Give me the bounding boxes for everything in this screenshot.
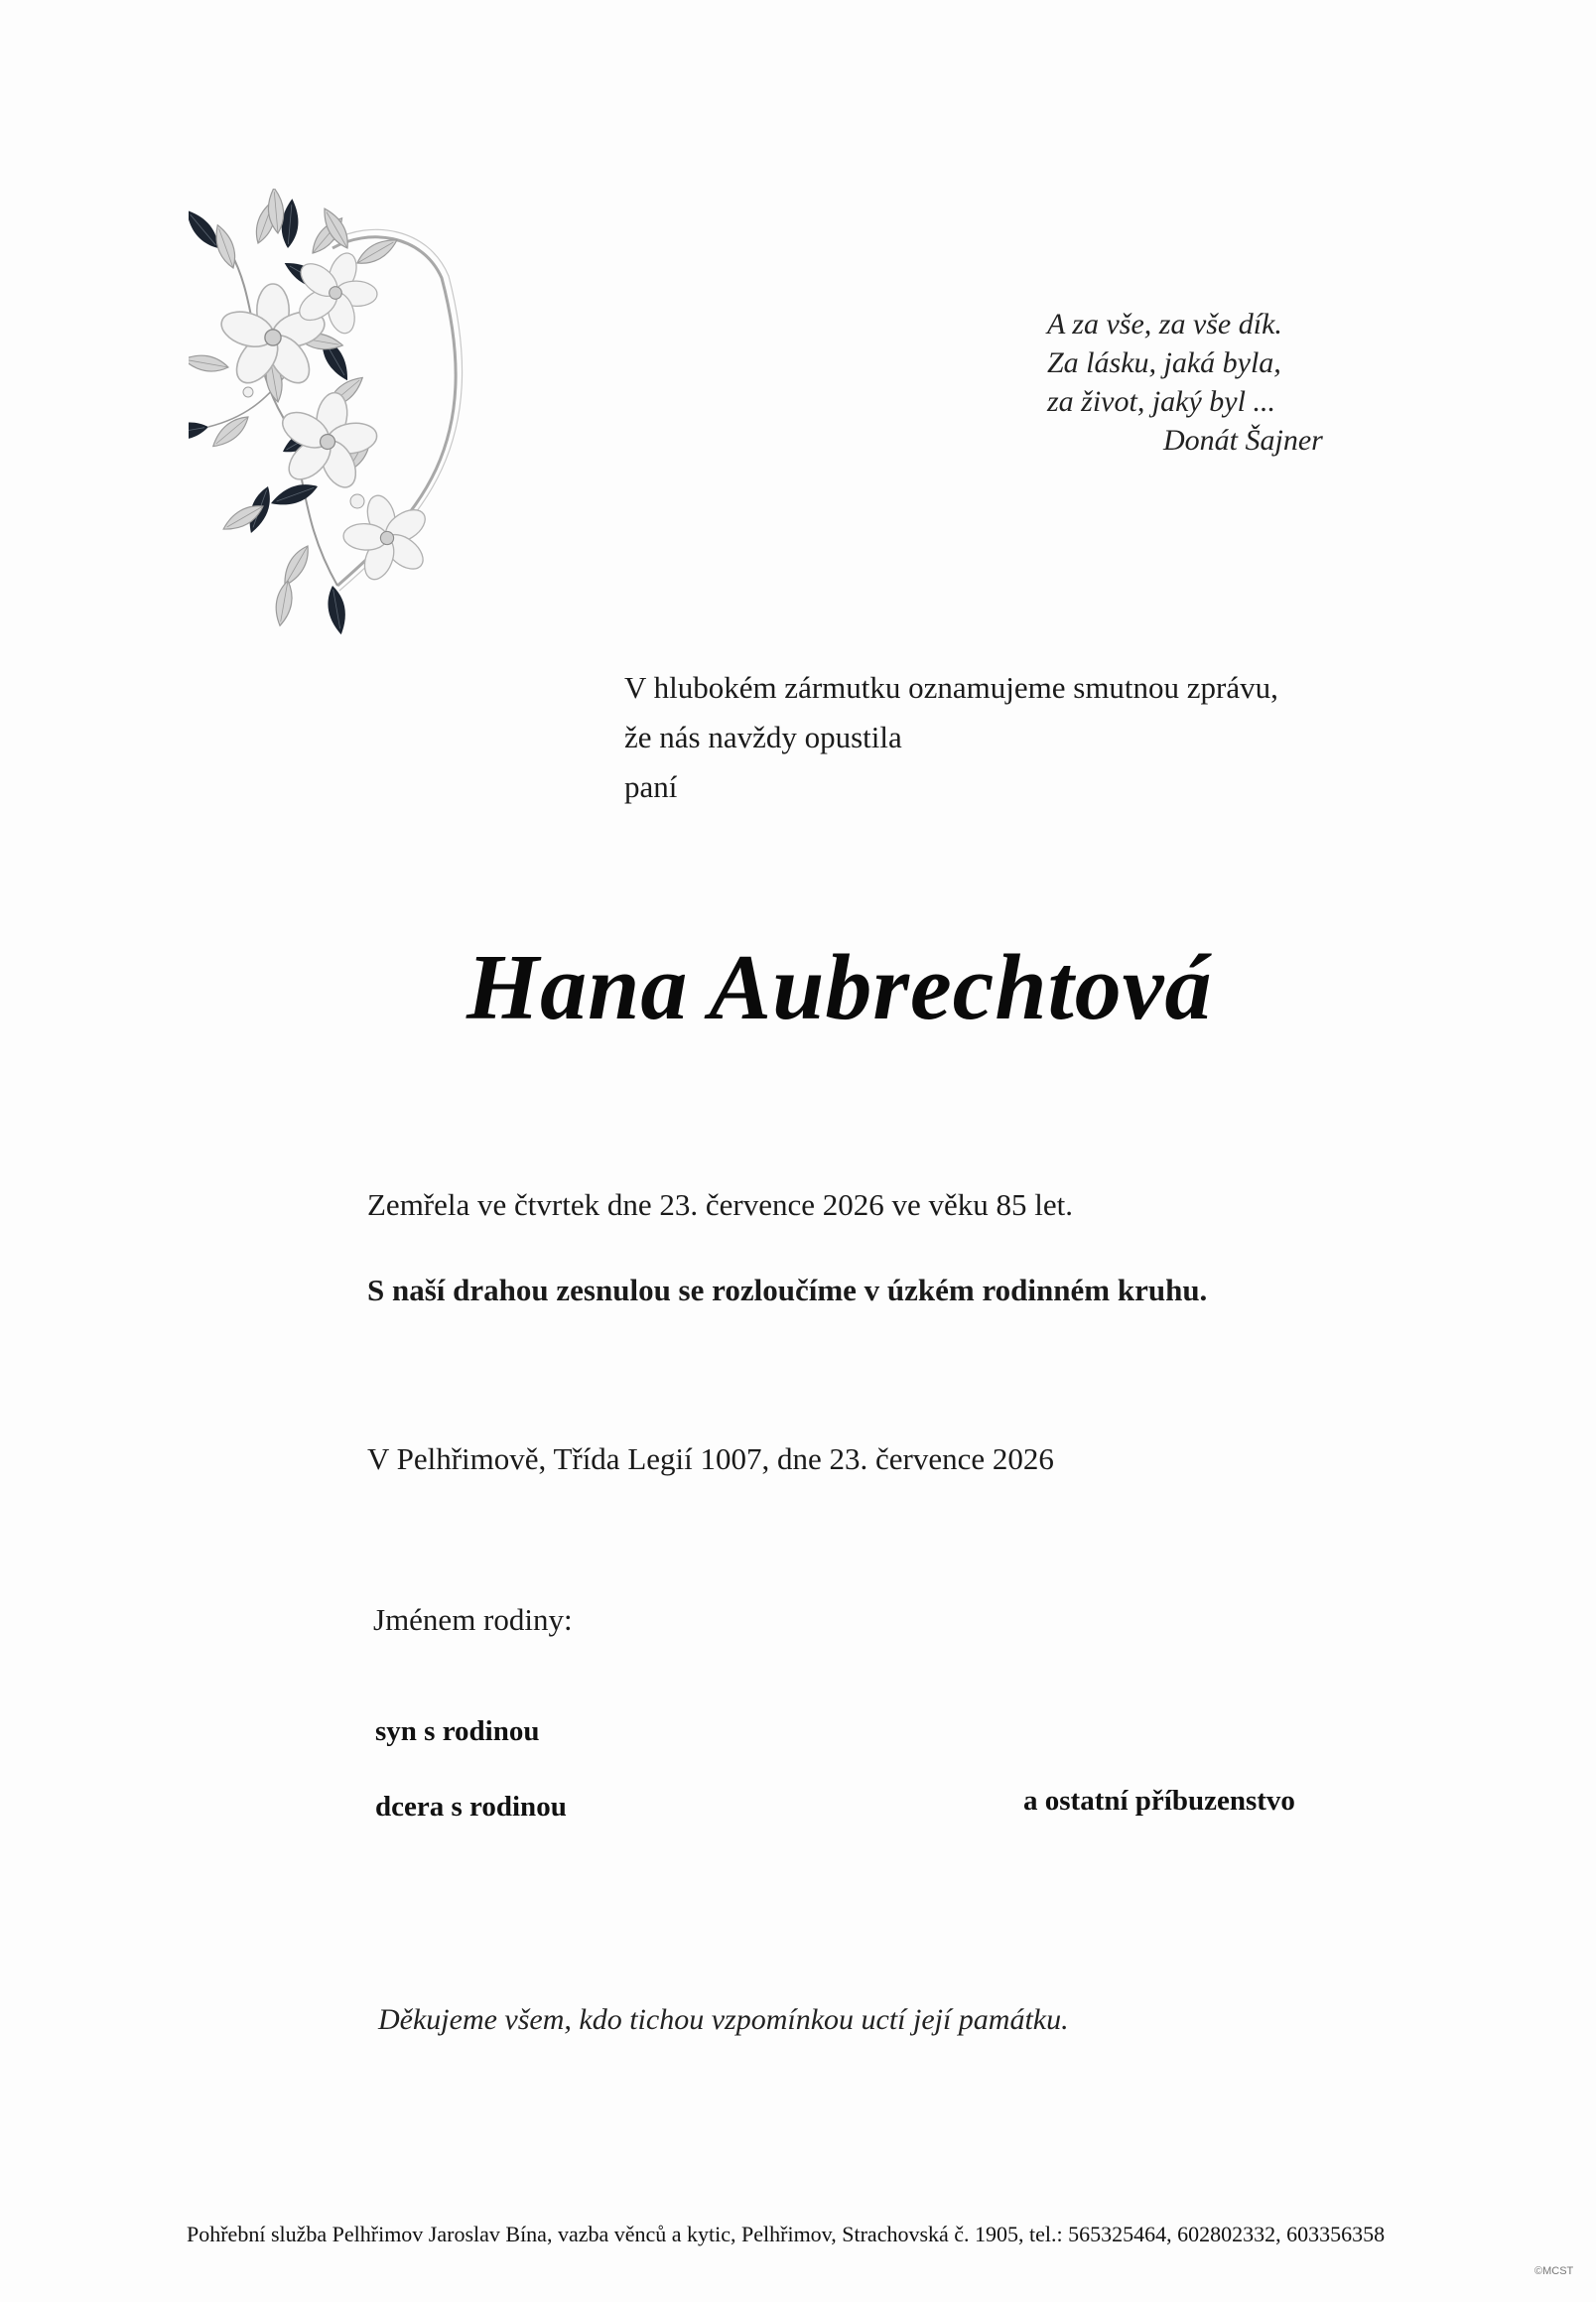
- place-date: V Pelhřimově, Třída Legií 1007, dne 23. července 2026: [367, 1441, 1054, 1476]
- poem: [1047, 305, 1323, 460]
- farewell-notice: S naší drahou zesnulou se rozloučíme v úzkém rodinném kruhu.: [367, 1273, 1208, 1307]
- family-daughter: dcera s rodinou: [375, 1791, 567, 1823]
- on-behalf-label: Jménem rodiny:: [373, 1602, 573, 1637]
- poem-line: za život, jaký byl ...: [1047, 385, 1275, 418]
- intro-line: že nás navždy opustila: [624, 720, 902, 754]
- floral-heart-icon: [189, 189, 655, 665]
- thanks-note: Děkujeme všem, kdo tichou vzpomínkou uctí její památku.: [378, 2003, 1069, 2036]
- intro-line: V hlubokém zármutku oznamujeme smutnou zprávu,: [624, 670, 1278, 705]
- deceased-name: Hana Aubrechtová: [466, 936, 1213, 1039]
- watermark: ©MCST: [1534, 2265, 1574, 2277]
- announcement-intro: [624, 663, 1278, 812]
- funeral-service-footer: Pohřební služba Pelhřimov Jaroslav Bína, vazba věnců a kytic, Pelhřimov, Strachovská č. 1905, tel.: 565325464, 602802332, 603356358: [187, 2222, 1386, 2246]
- poem-line: A za vše, za vše dík.: [1047, 308, 1282, 340]
- poem-author: Donát Šajner: [1163, 424, 1323, 457]
- intro-line: paní: [624, 769, 678, 804]
- family-son: syn s rodinou: [375, 1715, 540, 1747]
- poem-line: Za lásku, jaká byla,: [1047, 346, 1281, 379]
- family-others: a ostatní příbuzenstvo: [1023, 1785, 1295, 1817]
- death-notice: Zemřela ve čtvrtek dne 23. července 2026 ve věku 85 let.: [367, 1187, 1073, 1222]
